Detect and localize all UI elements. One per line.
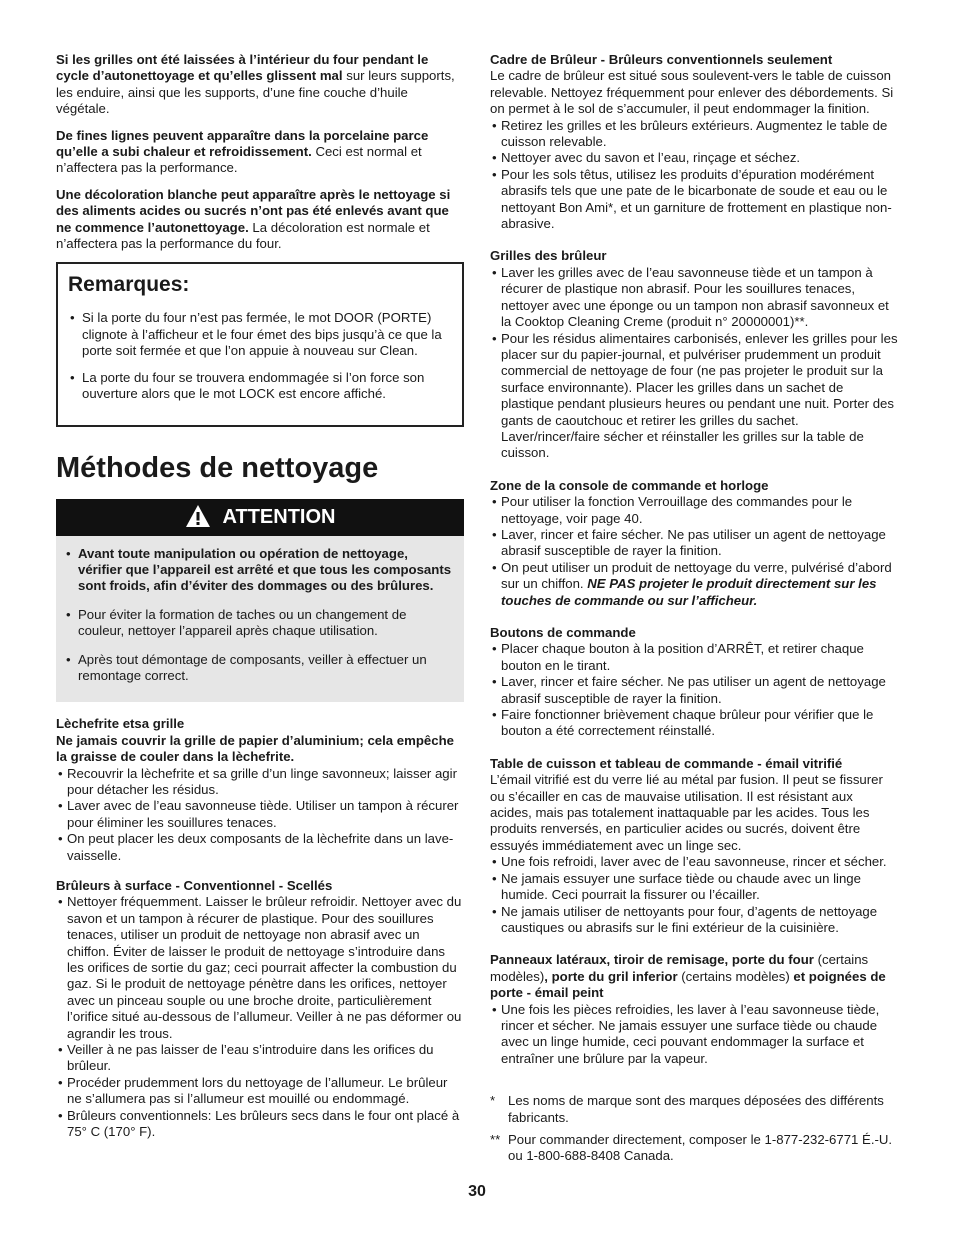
porcelain-note-bold: De fines lignes peuvent apparaître dans la porcelaine parce qu’elle a subi chaleur et refroidissement. [56,127,429,160]
frame-list [490,118,898,233]
knobs-title: Boutons de commande [490,625,636,640]
console-item: • Laver, rincer et faire sécher. Ne pas utiliser un agent de nettoyage abrasif susceptible de rayer la finition. [490,527,898,560]
attention-label: ATTENTION [222,505,336,528]
remarks-list [68,310,452,402]
footnote [490,1132,898,1165]
console-item-text: On peut utiliser un produit de nettoyage du verre, pulvérisé d’abord sur un chiffon. [501,559,892,592]
attention-item-text: Avant toute manipulation ou opération de nettoyage, vérifier que l’appareil est arrêté et que tous les composants sont froids, afin d’éviter des dommages ou des brûlures. [78,545,452,594]
frame-item: • Pour les sols têtus, utilisez les produits d’épuration modérément abrasifs tels que une pate de le bicarbonate de soude et eau ou le nettoyant Bon Ami*, et un garniture de frottement en plastique non-abrasive. [490,167,898,233]
attention-item: • Pour éviter la formation de taches ou un changement de couleur, nettoyer l’appareil après chaque utilisation. [64,607,454,640]
broiler-item: • Laver avec de l’eau savonneuse tiède. Utiliser un tampon à récurer pour éliminer les souillures tenaces. [56,798,464,831]
console-list [490,494,898,609]
panels-item: • Une fois les pièces refroidies, les laver à l’eau savonneuse tiède, rincer et sécher. Ne jamais essuyer une surface tiède ou chaude avec un linge humide, ceci pouvant endommager la surface et entraîner une brûlure par la vapeur. [490,1002,898,1068]
knobs-item: • Laver, rincer et faire sécher. Ne pas utiliser un agent de nettoyage abrasif susceptible de rayer la finition. [490,674,898,707]
burners-item: • Nettoyer fréquemment. Laisser le brûleur refroidir. Nettoyer avec du savon et un tampon à récurer de plastique. Pour des souillures tenaces, utiliser un produit de nettoyage non abrasif avec un chiffon. Éviter de laisser le produit de nettoyage s’introduire dans les orifices de sortie du gaz; ceci pourrait affecter la combustion du gaz. Si le produit de nettoyage pénètre dans les orifices, nettoyer avec un pinceau souple ou une broche droite, particulièrement l’orifice situé au-dessous de l’allumeur. Veiller à ne pas déformer ou agrandir les trous. [56,894,464,1042]
broiler-title: Lèchefrite etsa grille [56,716,185,732]
rack-note-bold: Si les grilles ont été laissées à l’intérieur du four pendant le cycle d’autonettoyage et qu’elles glissent mal [56,52,429,84]
page-number: 30 [468,1183,486,1200]
panels-list [490,1002,898,1068]
remarks-box [56,262,464,426]
enamel-item: • Une fois refroidi, laver avec de l’eau savonneuse, rincer et sécher. [490,854,898,870]
panels-title-part: Panneaux latéraux, tiroir de remisage, porte du four [490,952,814,968]
right-column [490,52,898,1171]
panels-section [490,952,898,1067]
enamel-item: • Ne jamais essuyer une surface tiède ou chaude avec un linge humide. Ceci pourrait la fissurer ou l’écailler. [490,871,898,904]
grates-title: Grilles des brûleur [490,248,607,264]
attention-body [56,536,464,703]
panels-title-part: , porte du gril inferior [544,968,678,984]
panels-title-part: et poignées de porte - émail peint [490,968,886,1001]
rack-note-text: sur leurs supports, les enduire, ainsi que les supports, d’une fine couche d’huile végétale. [56,68,455,117]
broiler-item: • On peut placer les deux composants de la lèchefrite dans un lave-vaisselle. [56,831,464,864]
enamel-title: Table de cuisson et tableau de commande - émail vitrifié [490,755,843,771]
broiler-warning: Ne jamais couvrir la grille de papier d’aluminium; cela empêche la graisse de couler dans la lèchefrite. [56,732,454,765]
broiler-list [56,766,464,864]
knobs-section [490,625,898,740]
burners-item: • Procéder prudemment lors du nettoyage de l’allumeur. Le brûleur ne s’allumera pas si l’allumeur est mouillé ou endommagé. [56,1075,464,1108]
console-section [490,478,898,609]
console-title: Zone de la console de commande et horloge [490,477,769,493]
knobs-item: • Faire fonctionner brièvement chaque brûleur pour vérifier que le bouton a été correctement réinstallé. [490,707,898,740]
rack-note [56,52,464,118]
warning-triangle-icon [185,504,211,530]
discoloration-note [56,187,464,253]
attention-list [64,546,454,685]
frame-title: Cadre de Brûleur - Brûleurs conventionnels seulement [490,52,833,67]
broiler-item: • Recouvrir la lèchefrite et sa grille d’un linge savonneux; laisser agir pour détacher les résidus. [56,766,464,799]
remarks-title: Remarques: [68,273,190,297]
methods-title: Méthodes de nettoyage [56,451,379,484]
attention-item [64,546,454,595]
frame-item: • Nettoyer avec du savon et l’eau, rinçage et séchez. [490,150,898,166]
porcelain-note [56,128,464,177]
attention-header [56,499,464,536]
attention-item: • Après tout démontage de composants, veiller à effectuer un remontage correct. [64,652,454,685]
burners-list [56,894,464,1140]
footnote-text: Pour commander directement, composer le 1-877-232-6771 É.-U. ou 1-800-688-8408 Canada. [508,1131,893,1164]
enamel-list [490,854,898,936]
frame-item: • Retirez les grilles et les brûleurs extérieurs. Augmentez le table de cuisson relevable. [490,118,898,151]
remarks-item: • La porte du four se trouvera endommagée si l’on force son ouverture alors que le mot LOCK est encore affiché. [68,370,452,403]
knobs-item: • Placer chaque bouton à la position d’ARRÊT, et retirer chaque bouton en le tirant. [490,641,898,674]
console-item [490,560,898,609]
enamel-intro: L’émail vitrifié est du verre lié au métal par fusion. Il peut se fissurer ou s’écailler en cas de mauvaise utilisation. Il est résistant aux acides, mais pas totalement inattaquable par les acides. Tous les produits renversés, en particulier acides ou sucrés, doivent être essuyés immédiatement avec un linge sec. [490,772,883,853]
panels-title [490,952,898,1001]
grates-item: • Laver les grilles avec de l’eau savonneuse tiède et un tampon à récurer de plastique non abrasif. Pour les souillures tenaces, nettoyer avec une éponge ou un tampon non abrasif savonneux et la Cooktop Cleaning Creme (produit n° 20000001)**. [490,265,898,331]
footnote-mark: * [490,1093,496,1109]
grates-item: • Pour les résidus alimentaires carbonisés, enlever les grilles pour les placer sur du papier-journal, et pulvériser prudemment un produit commercial de nettoyage de four (ne pas projeter le produit sur la surface environnante). Placer les grilles dans un sachet de plastique pendant plusieurs heures ou pendant une nuit. Porter des gants de caoutchouc et retirer les grilles du sachet. Laver/rincer/faire sécher et réinstaller les grilles sur la table de cuisson. [490,331,898,462]
frame-section [490,52,898,232]
panels-title-part: (certains modèles) [490,952,869,984]
grates-section [490,248,898,461]
porcelain-note-text: Ceci est normal et n’affectera pas la performance. [56,144,422,176]
footnote-text: Les noms de marque sont des marques déposées des différents fabricants. [508,1093,884,1125]
footnotes [490,1093,898,1165]
discoloration-note-text: La décoloration est normale et n’affectera pas la performance du four. [56,219,430,252]
knobs-list [490,641,898,739]
enamel-item: • Ne jamais utiliser de nettoyants pour four, d’agents de nettoyage caustiques ou abrasifs sur le fini extérieur de la cuisinière. [490,904,898,937]
burners-item: • Brûleurs conventionnels: Les brûleurs secs dans le four ont placé à 75° C (170° F). [56,1108,464,1141]
enamel-section [490,756,898,936]
grates-list [490,265,898,462]
discoloration-note-bold: Une décoloration blanche peut apparaître après le nettoyage si des aliments acides ou sucrés n’ont pas été enlevés avant que ne commence l’autonettoyage. [56,186,451,235]
burners-title: Brûleurs à surface - Conventionnel - Scellés [56,878,333,893]
panels-title-part: (certains modèles) [677,968,790,984]
broiler-section [56,716,464,864]
remarks-item: • Si la porte du four n’est pas fermée, le mot DOOR (PORTE) clignote à l’afficheur et le four émet des bips jusqu’à ce que la porte soit fermée et que l’on appuie à nouveau sur Clean. [68,310,452,359]
footnote-mark: ** [490,1131,501,1147]
console-item: • Pour utiliser la fonction Verrouillage des commandes pour le nettoyage, voir page 40. [490,494,898,527]
burners-item: • Veiller à ne pas laisser de l’eau s’introduire dans les orifices du brûleur. [56,1042,464,1075]
console-item-warning: NE PAS projeter le produit directement sur les touches de commande ou sur l’afficheur. [501,576,877,608]
frame-intro: Le cadre de brûleur est situé sous soulevent-vers le table de cuisson relevable. Nettoyez fréquemment pour enlever des débordements. Si on permet à le sol de s’accumuler, il peut endommager la finition. [490,68,894,117]
footnote [490,1093,898,1126]
left-column [56,52,464,1141]
burners-section [56,878,464,1141]
